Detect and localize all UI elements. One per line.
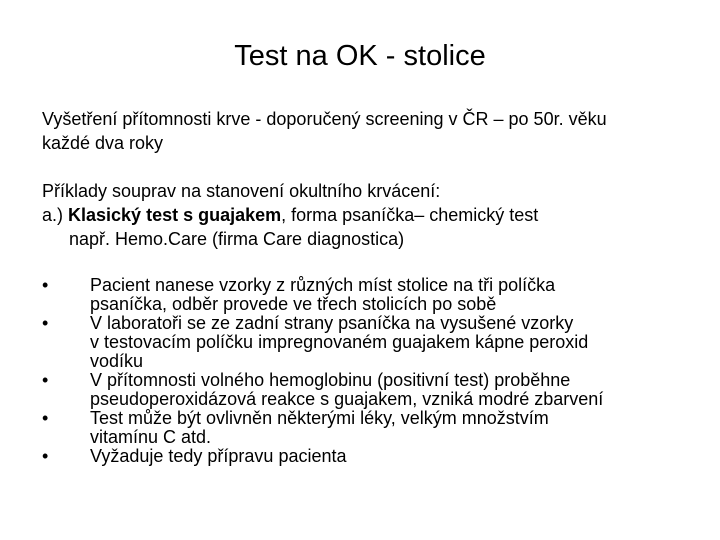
example-a-line-2: např. Hemo.Care (firma Care diagnostica): [69, 229, 405, 249]
bullet-dot: •: [42, 446, 49, 466]
bullet-text-line: Pacient nanese vzorky z různých míst stolice na tři políčka: [90, 275, 556, 295]
bullet-text-line: Vyžaduje tedy přípravu pacienta: [90, 446, 347, 466]
intro-line-1: Vyšetření přítomnosti krve - doporučený screening v ČR – po 50r. věku: [42, 109, 607, 129]
list-item: [42, 276, 702, 314]
intro-line-2: každé dva roky: [42, 133, 164, 153]
list-item: [42, 409, 702, 447]
bullet-text-line: vodíku: [90, 351, 144, 371]
bullet-list: [42, 276, 702, 466]
bullet-text-line: vitamínu C atd.: [90, 427, 212, 447]
list-item: [42, 371, 702, 409]
list-item: [42, 314, 702, 371]
intro-paragraph: [42, 107, 692, 155]
example-a-rest: , forma psaníčka– chemický test: [281, 205, 539, 225]
examples-paragraph: [42, 179, 692, 251]
bullet-text-line: pseudoperoxidázová reakce s guajakem, vzniká modré zbarvení: [90, 389, 604, 409]
bullet-text-line: V laboratoři se ze zadní strany psaníčka na vysušené vzorky: [90, 313, 574, 333]
example-a-prefix: a.): [42, 205, 69, 225]
bullet-dot: •: [42, 313, 49, 333]
bullet-text-line: V přítomnosti volného hemoglobinu (positivní test) proběhne: [90, 370, 571, 390]
examples-heading: Příklady souprav na stanovení okultního krvácení:: [42, 181, 441, 201]
bullet-dot: •: [42, 275, 49, 295]
slide-title: Test na OK - stolice: [234, 40, 486, 72]
bullet-dot: •: [42, 408, 49, 428]
bullet-text-line: Test může být ovlivněn některými léky, velkým množstvím: [90, 408, 549, 428]
bullet-dot: •: [42, 370, 49, 390]
example-a-bold: Klasický test s guajakem: [68, 205, 282, 225]
list-item: [42, 447, 702, 466]
bullet-text-line: v testovacím políčku impregnovaném guajakem kápne peroxid: [90, 332, 589, 352]
bullet-text-line: psaníčka, odběr provede ve třech stolicích po sobě: [90, 294, 497, 314]
